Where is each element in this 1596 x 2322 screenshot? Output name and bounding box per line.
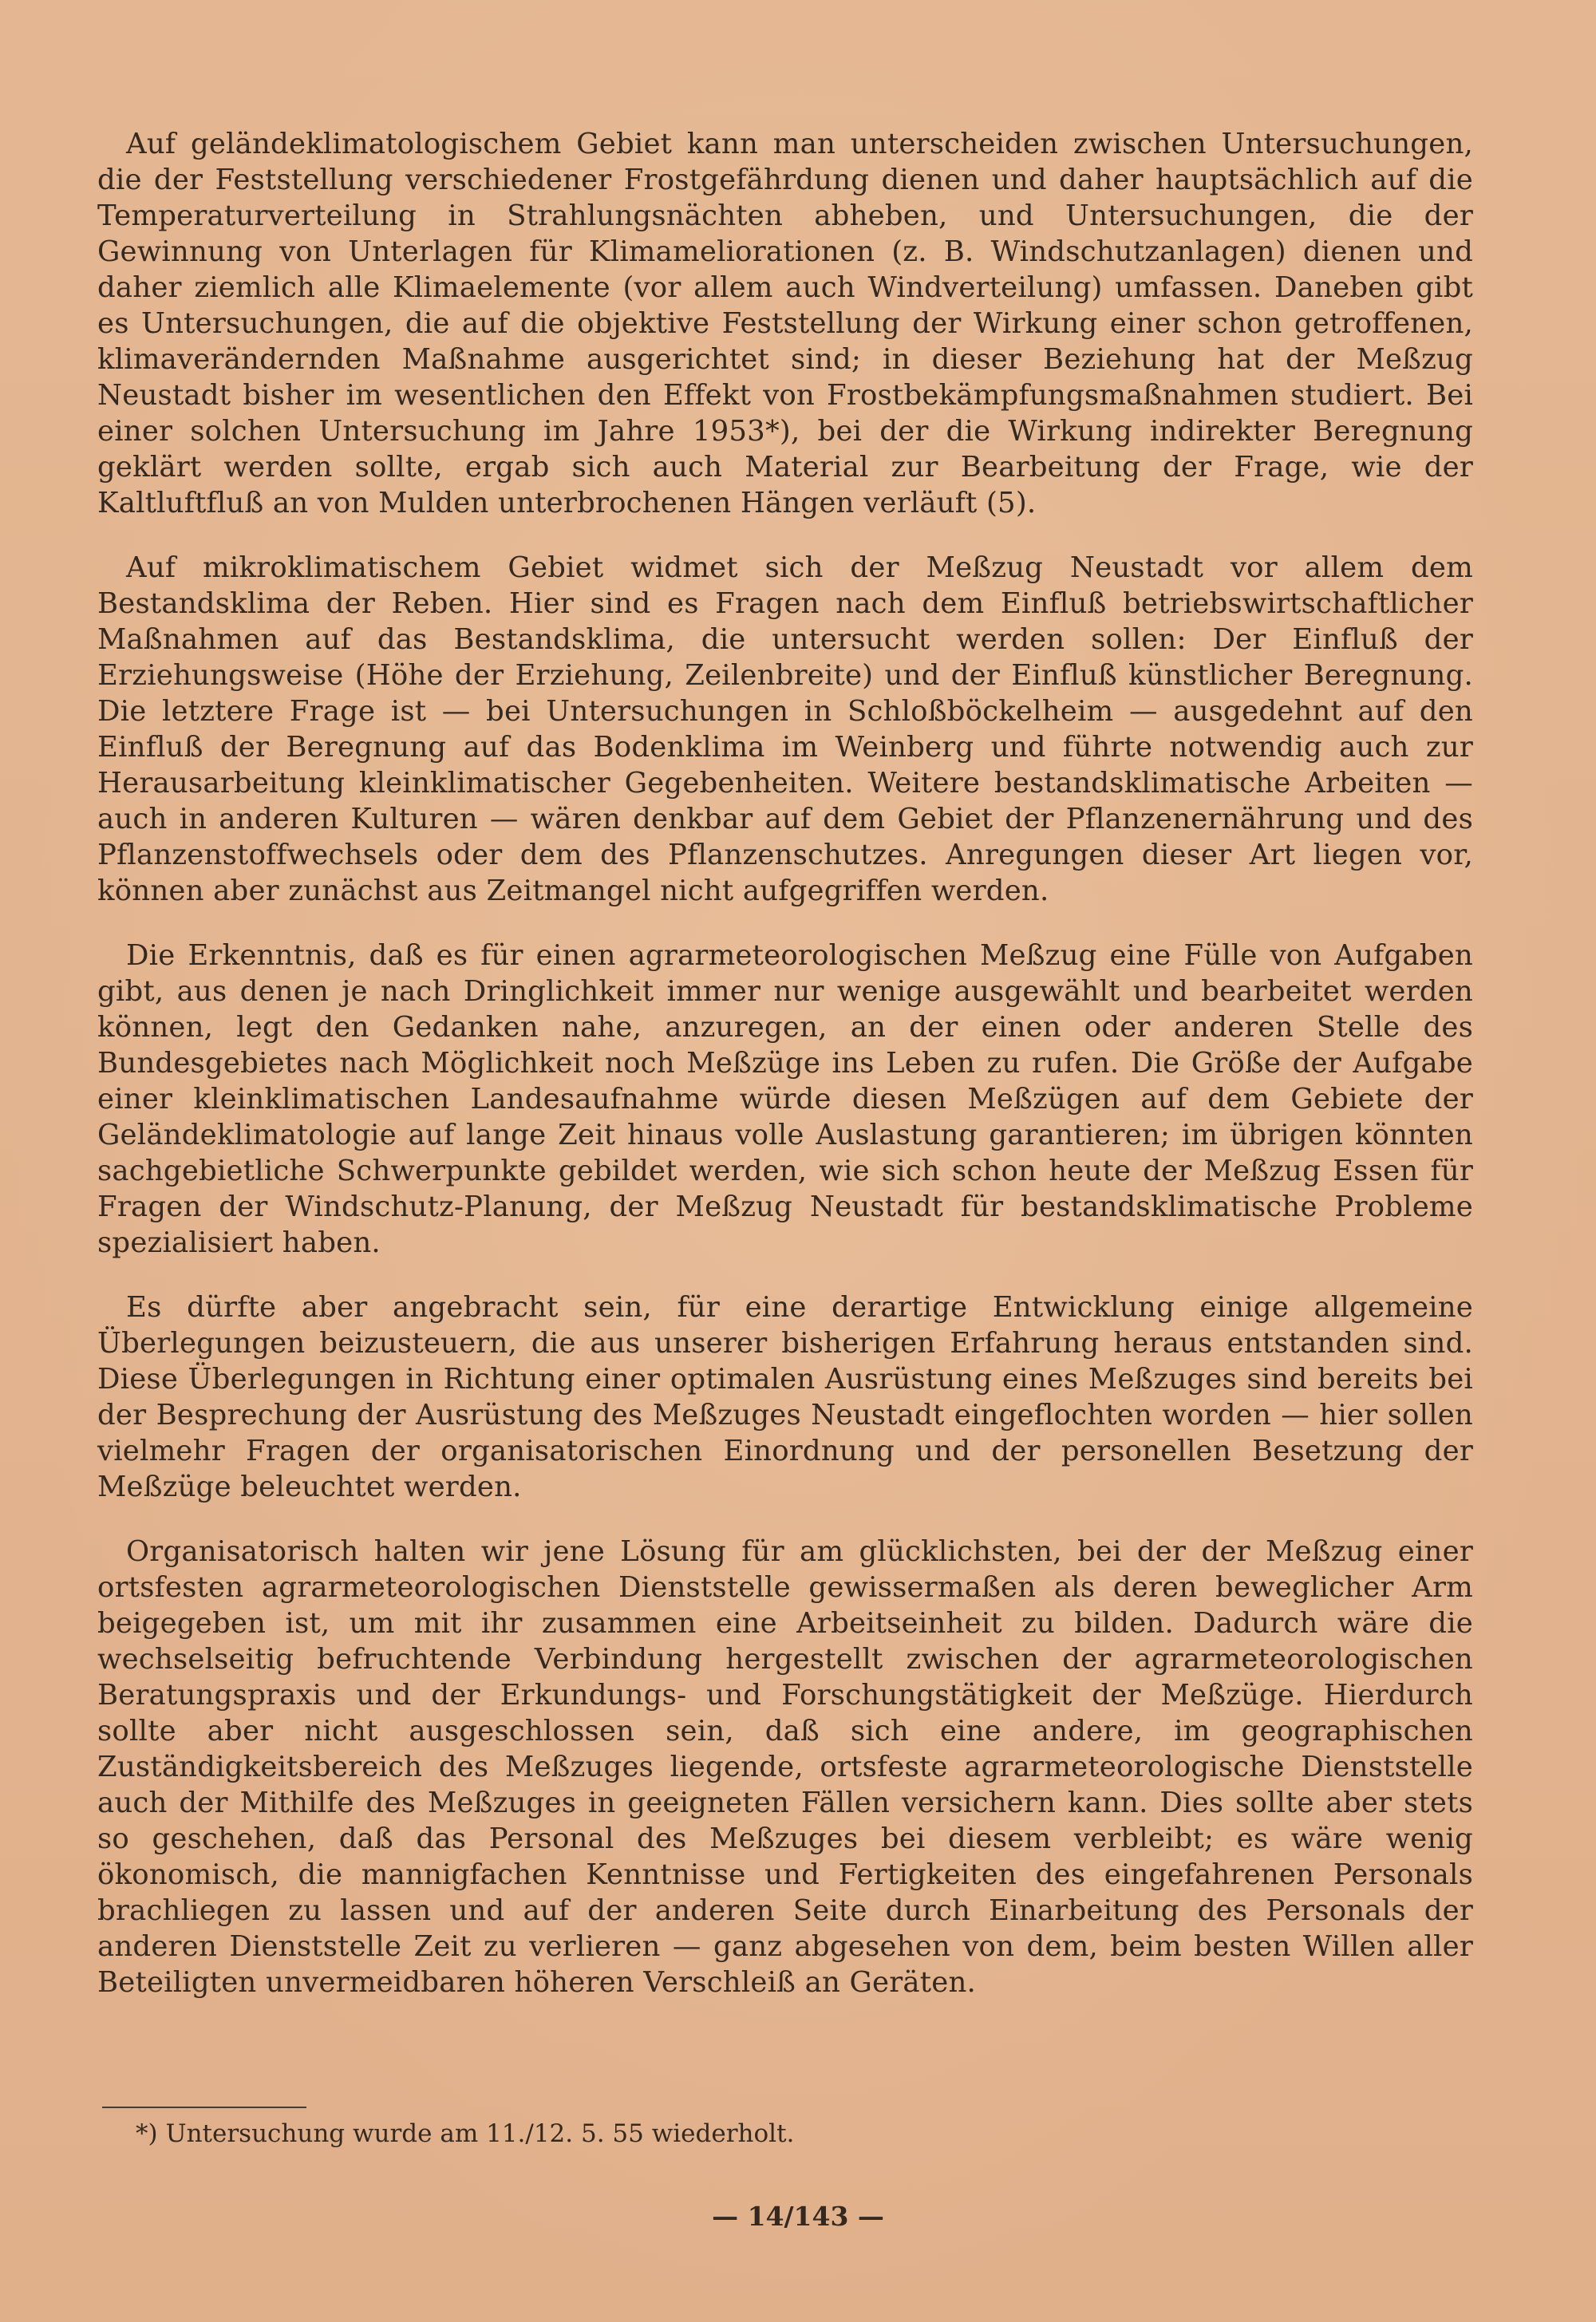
paragraph-1: Auf geländeklimatologischem Gebiet kann man unterscheiden zwischen Untersuchungen, die der Feststellung verschiedener Frostgefährdung dienen und daher hauptsächlich auf die Temperaturverteilung in Strahlungsnächten abheben, und Untersuchungen, die der Gewinnung von Unterlagen für Klimameliorationen (z. B. Windschutzanlagen) dienen und daher ziemlich alle Klimaelemente (vor allem auch Windverteilung) umfassen. Daneben gibt es Untersuchungen, die auf die objektive Feststellung der Wirkung einer schon getroffenen, klimaverändernden Maßnahme ausgerichtet sind; in dieser Beziehung hat der Meßzug Neustadt bisher im wesentlichen den Effekt von Frostbekämpfungsmaßnahmen studiert. Bei einer solchen Untersuchung im Jahre 1953*), bei der die Wirkung indirekter Beregnung geklärt werden sollte, ergab sich auch Material zur Bearbeitung der Frage, wie der Kaltluftfluß an von Mulden unterbrochenen Hängen verläuft (5). [97, 128, 1473, 519]
footnote: *) Untersuchung wurde am 11./12. 5. 55 wiederholt. [136, 2119, 795, 2148]
body-text [97, 126, 1473, 2029]
footnote-divider [102, 2107, 306, 2108]
paragraph-3: Die Erkenntnis, daß es für einen agrarmeteorologischen Meßzug eine Fülle von Aufgaben gibt, aus denen je nach Dringlichkeit immer nur wenige ausgewählt und bearbeitet werden können, legt den Gedanken nahe, anzuregen, an der einen oder anderen Stelle des Bundesgebietes nach Möglichkeit noch Meßzüge ins Leben zu rufen. Die Größe der Aufgabe einer kleinklimatischen Landesaufnahme würde diesen Meßzügen auf dem Gebiete der Geländeklimatologie auf lange Zeit hinaus volle Auslastung garantieren; im übrigen könnten sachgebietliche Schwerpunkte gebildet werden, wie sich schon heute der Meßzug Essen für Fragen der Windschutz-Planung, der Meßzug Neustadt für bestandsklimatische Probleme spezialisiert haben. [97, 939, 1473, 1259]
paragraph-5: Organisatorisch halten wir jene Lösung für am glücklichsten, bei der der Meßzug einer ortsfesten agrarmeteorologischen Dienststelle gewissermaßen als deren beweglicher Arm beigegeben ist, um mit ihr zusammen eine Arbeitseinheit zu bilden. Dadurch wäre die wechselseitig befruchtende Verbindung hergestellt zwischen der agrarmeteorologischen Beratungspraxis und der Erkundungs- und Forschungstätigkeit der Meßzüge. Hierdurch sollte aber nicht ausgeschlossen sein, daß sich eine andere, im geographischen Zuständigkeitsbereich des Meßzuges liegende, ortsfeste agrarmeteorologische Dienststelle auch der Mithilfe des Meßzuges in geeigneten Fällen versichern kann. Dies sollte aber stets so geschehen, daß das Personal des Meßzuges bei diesem verbleibt; es wäre wenig ökonomisch, die mannigfachen Kenntnisse und Fertigkeiten des eingefahrenen Personals brachliegen zu lassen und auf der anderen Seite durch Einarbeitung des Personals der anderen Dienststelle Zeit zu verlieren — ganz abgesehen von dem, beim besten Willen aller Beteiligten unvermeidbaren höheren Verschleiß an Geräten. [97, 1535, 1473, 1999]
page-number: — 14/143 — [712, 2201, 884, 2232]
paragraph-2: Auf mikroklimatischem Gebiet widmet sich der Meßzug Neustadt vor allem dem Bestandsklima der Reben. Hier sind es Fragen nach dem Einfluß betriebswirtschaftlicher Maßnahmen auf das Bestandsklima, die untersucht werden sollen: Der Einfluß der Erziehungsweise (Höhe der Erziehung, Zeilenbreite) und der Einfluß künstlicher Beregnung. Die letztere Frage ist — bei Untersuchungen in Schloßböckelheim — ausgedehnt auf den Einfluß der Beregnung auf das Bodenklima im Weinberg und führte notwendig auch zur Herausarbeitung kleinklimatischer Gegebenheiten. Weitere bestandsklimatische Arbeiten — auch in anderen Kulturen — wären denkbar auf dem Gebiet der Pflanzenernährung und des Pflanzenstoffwechsels oder dem des Pflanzenschutzes. Anregungen dieser Art liegen vor, können aber zunächst aus Zeitmangel nicht aufgegriffen werden. [97, 551, 1473, 907]
paragraph-4: Es dürfte aber angebracht sein, für eine derartige Entwicklung einige allgemeine Überlegungen beizusteuern, die aus unserer bisherigen Erfahrung heraus entstanden sind. Diese Überlegungen in Richtung einer optimalen Ausrüstung eines Meßzuges sind bereits bei der Besprechung der Ausrüstung des Meßzuges Neustadt eingeflochten worden — hier sollen vielmehr Fragen der organisatorischen Einordnung und der personellen Besetzung der Meßzüge beleuchtet werden. [97, 1291, 1473, 1503]
